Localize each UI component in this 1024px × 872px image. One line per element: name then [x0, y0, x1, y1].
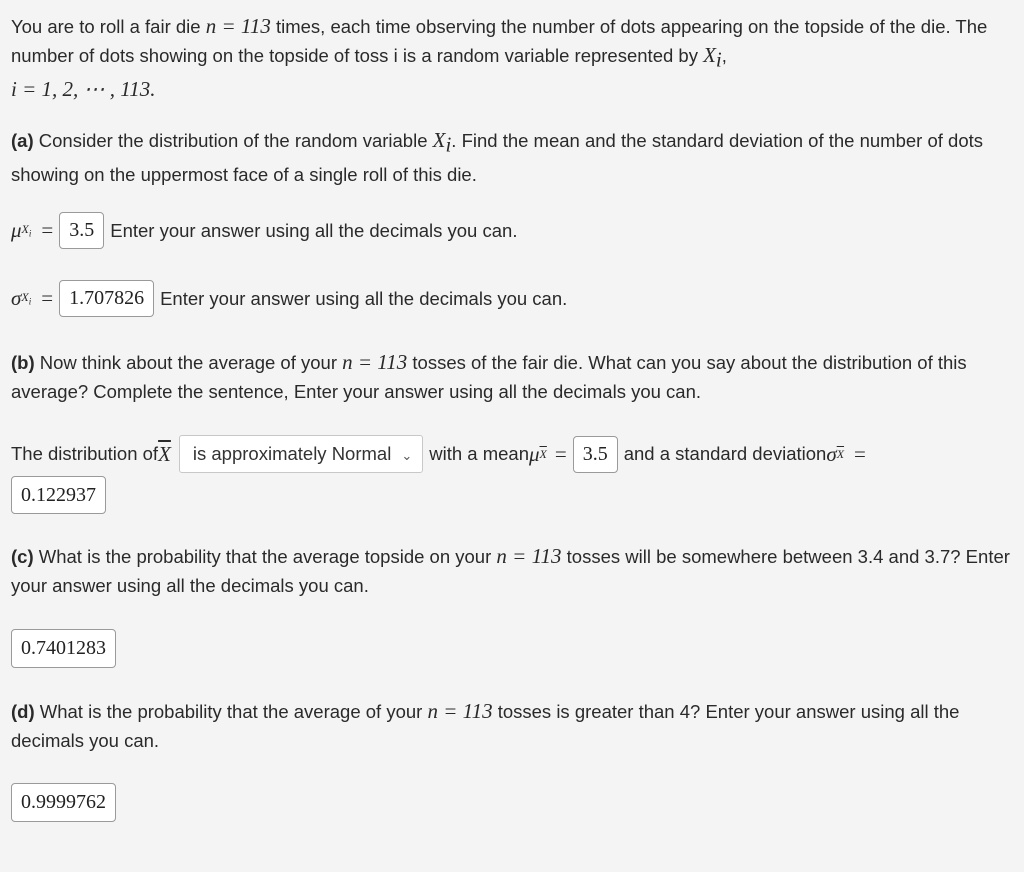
sigma-answer-field[interactable]: 1.707826	[59, 280, 154, 317]
n-equation: n = 113	[205, 14, 271, 38]
part-c-question: (c) What is the probability that the average topside on your n = 113 tosses will be somewhere between 3.4 and 3.7? Enter your answer using all the decimals you can.	[11, 544, 1010, 596]
part-d-answer-row	[11, 783, 116, 822]
mean-answer-field[interactable]: 3.5	[573, 436, 618, 473]
part-a-question: (a) Consider the distribution of the random variable $X_i$. Find the mean and the standard deviation of the number of dots showing on the uppermost face of a single roll of this die.	[11, 128, 984, 185]
part-c-answer-row	[11, 629, 116, 668]
sigma-row: σ $X_i$ = 1.707826 Enter your answer using all the decimals you can.	[11, 280, 567, 317]
part-d-answer-field[interactable]: 0.9999762	[11, 783, 116, 822]
mu-answer-field[interactable]: 3.5	[59, 212, 104, 249]
chevron-down-icon: ⌄	[401, 448, 413, 463]
index-range: i = 1, 2, ⋯ , 113.	[11, 76, 156, 101]
distribution-select[interactable]: is approximately Normal ⌄	[179, 435, 423, 473]
sigma-symbol: σ	[11, 286, 22, 310]
part-c-answer-field[interactable]: 0.7401283	[11, 629, 116, 668]
part-b-sentence: The distribution of $\overline{X}$ is approximately Normal ⌄ with a mean μ $\overline{X}$ = 3.5 and a standard deviation σ $\overline{X}$ =	[11, 435, 866, 473]
mu-instruction: Enter your answer using all the decimals you can.	[110, 219, 518, 241]
sigma-instruction: Enter your answer using all the decimals you can.	[160, 287, 568, 309]
mu-row: μ $X_i$ = 3.5 Enter your answer using all the decimals you can.	[11, 212, 517, 249]
intro-text: You are to roll a fair die n = 113 times, each time observing the number of dots appearing on the topside of the die. The number of dots showing on the topside of toss i is a random variable represented by $X_i$, i = 1, 2, ⋯ , 113.	[11, 14, 988, 101]
sd-answer-row	[11, 476, 106, 514]
part-d-question: (d) What is the probability that the average of your n = 113 tosses is greater than 4? Enter your answer using all the decimals you can.	[11, 699, 960, 751]
mu-symbol: μ	[11, 218, 22, 242]
part-b-question: (b) Now think about the average of your n = 113 tosses of the fair die. What can you say about the distribution of this average? Complete the sentence, Enter your answer using all the decimals you can.	[11, 350, 967, 402]
sd-answer-field[interactable]: 0.122937	[11, 476, 106, 514]
